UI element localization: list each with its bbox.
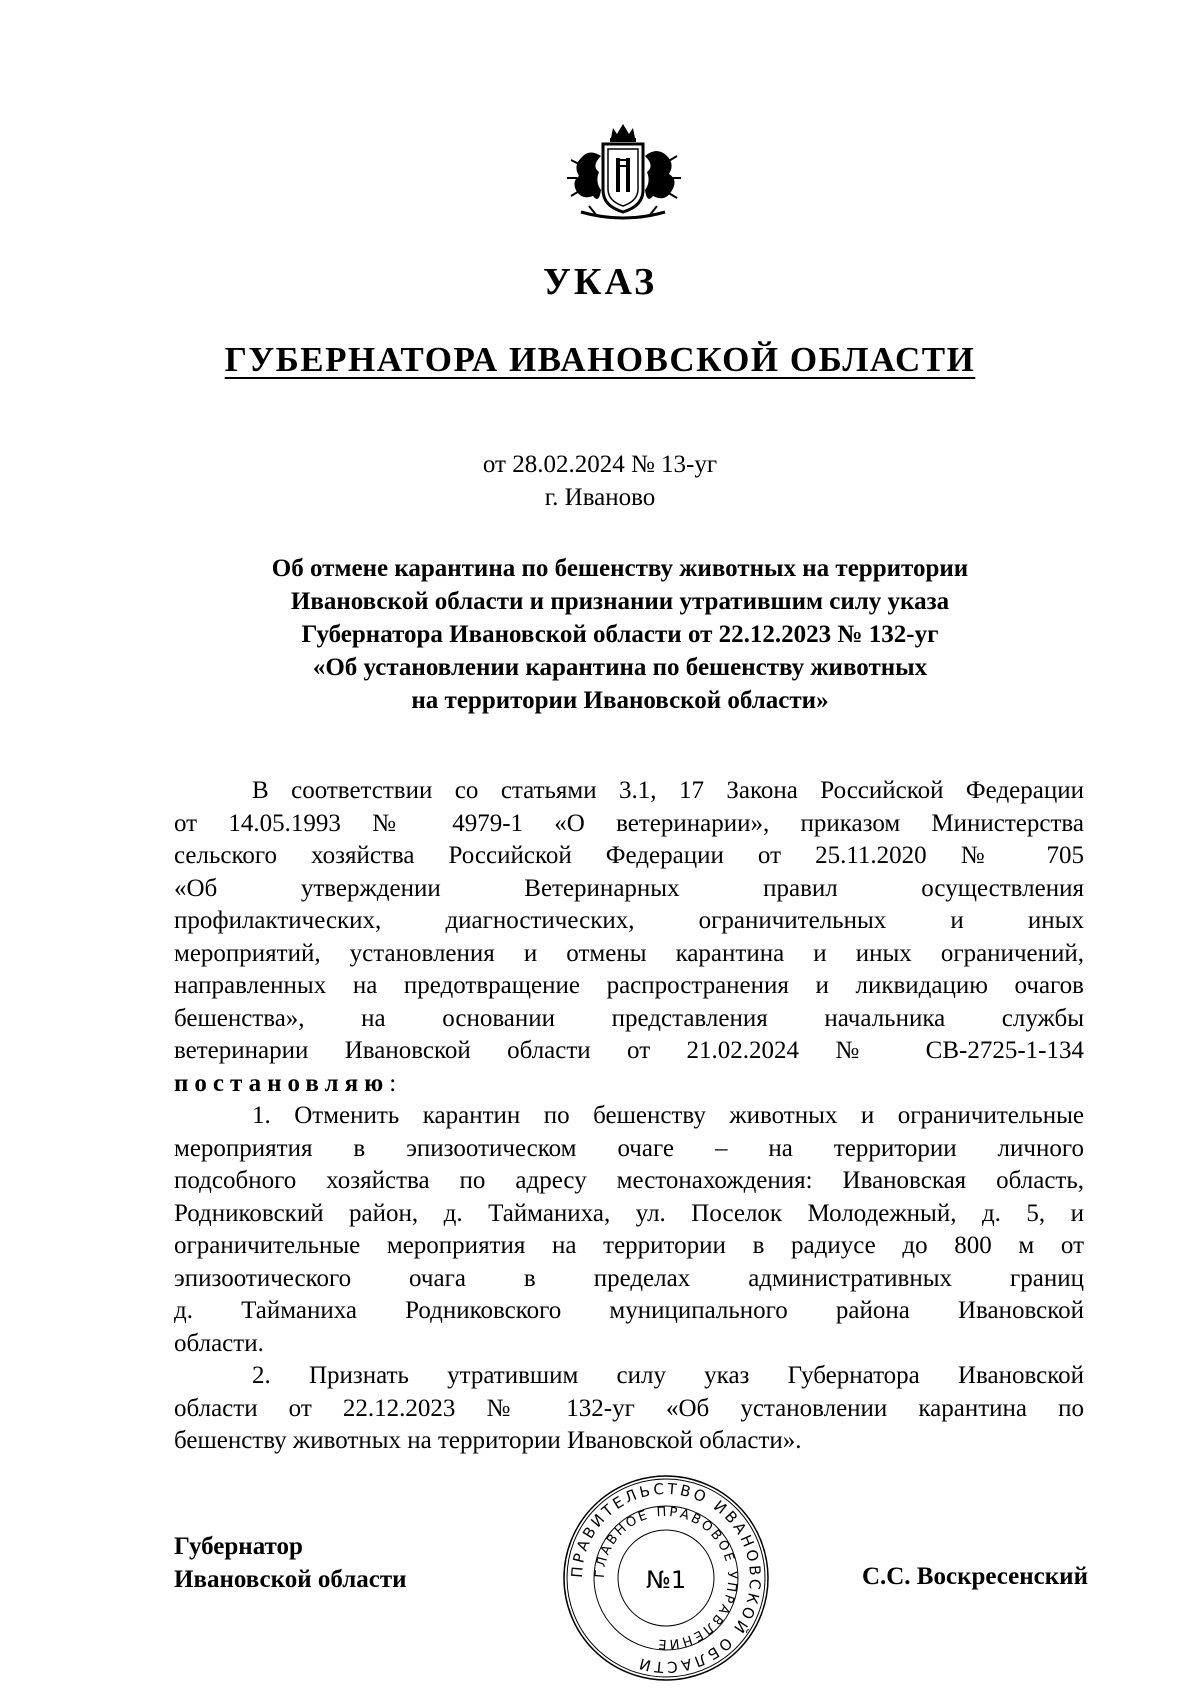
- body-line: бешенства», на основании представления начальника службы: [174, 1004, 1084, 1032]
- signatory-name: С.С. Воскресенский: [861, 1563, 1088, 1590]
- heading-line: Губернатора Ивановской области от 22.12.2023 № 132-уг: [301, 621, 939, 648]
- seal-number: №1: [645, 1566, 687, 1594]
- body-line: д. Тайманиха Родниковского муниципального района Ивановской: [174, 1297, 1084, 1324]
- body-line: Родниковский район, д. Тайманиха, ул. Поселок Молодежный, д. 5, и: [174, 1199, 1084, 1227]
- signatory-title: Губернатор: [174, 1533, 303, 1560]
- signatory-region: Ивановской области: [174, 1566, 407, 1593]
- body-line: профилактических, диагностических, ограничительных и иных: [174, 907, 1084, 934]
- body-line: мероприятия в эпизоотическом очаге – на территории личного: [174, 1134, 1084, 1162]
- body-line: сельского хозяйства Российской Федерации от 25.11.2020 № 705: [174, 842, 1084, 869]
- body-line-item-2: 2. Признать утратившим силу указ Губернатора Ивановской: [252, 1362, 1084, 1389]
- body-line: В соответствии со статьями 3.1, 17 Закона Российской Федерации: [252, 777, 1084, 804]
- resolution-word: постановляю: [174, 1069, 390, 1097]
- heading-line: «Об установлении карантина по бешенству животных: [312, 654, 928, 681]
- body-line: ограничительные мероприятия на территории в радиусе до 800 м от: [174, 1232, 1084, 1259]
- body-line: ветеринарии Ивановской области от 21.02.2024 № СВ-2725-1-134: [174, 1037, 1084, 1064]
- body-line: области.: [174, 1329, 264, 1357]
- body-line: от 14.05.1993 № 4979-1 «О ветеринарии», приказом Министерства: [174, 809, 1084, 837]
- date-block: [0, 448, 1200, 514]
- signatory-position: [174, 1530, 407, 1596]
- seal-outer-text: ПРАВИТЕЛЬСТВО ИВАНОВСКОЙ ОБЛАСТИ: [567, 1479, 765, 1677]
- decree-date-number: от 28.02.2024 № 13-уг: [482, 451, 718, 478]
- coat-of-arms-emblem: [561, 120, 685, 226]
- decree-city: г. Иваново: [544, 484, 656, 511]
- heading-line: на территории Ивановской области»: [411, 687, 829, 714]
- decree-heading: [170, 552, 1070, 717]
- body-line-resolution: [174, 1068, 1084, 1101]
- body-line: мероприятий, установления и отмены карантина и иных ограничений,: [174, 939, 1084, 967]
- body-line: бешенству животных на территории Ивановской области».: [174, 1427, 802, 1454]
- body-line: «Об утверждении Ветеринарных правил осуществления: [174, 874, 1084, 902]
- decree-issuer: [0, 340, 1200, 380]
- heading-line: Об отмене карантина по бешенству животных на территории: [271, 555, 969, 582]
- decree-issuer-text: ГУБЕРНАТОРА ИВАНОВСКОЙ ОБЛАСТИ: [224, 340, 976, 379]
- body-line: направленных на предотвращение распространения и ликвидацию очагов: [174, 972, 1084, 999]
- body-line: подсобного хозяйства по адресу местонахождения: Ивановская область,: [174, 1167, 1084, 1194]
- decree-body: [174, 775, 1084, 1458]
- body-line-item-1: 1. Отменить карантин по бешенству животных и ограничительные: [252, 1102, 1084, 1129]
- official-seal-stamp: [560, 1472, 772, 1684]
- resolution-colon: :: [389, 1069, 397, 1097]
- body-line: эпизоотического очага в пределах административных границ: [174, 1264, 1084, 1292]
- seal-inner-text: ГЛАВНОЕ ПРАВОВОЕ УПРАВЛЕНИЕ: [592, 1504, 740, 1652]
- heading-line: Ивановской области и признании утратившим силу указа: [290, 588, 950, 615]
- body-line: области от 22.12.2023 № 132-уг «Об установлении карантина по: [174, 1394, 1084, 1422]
- decree-title: УКАЗ: [543, 261, 657, 303]
